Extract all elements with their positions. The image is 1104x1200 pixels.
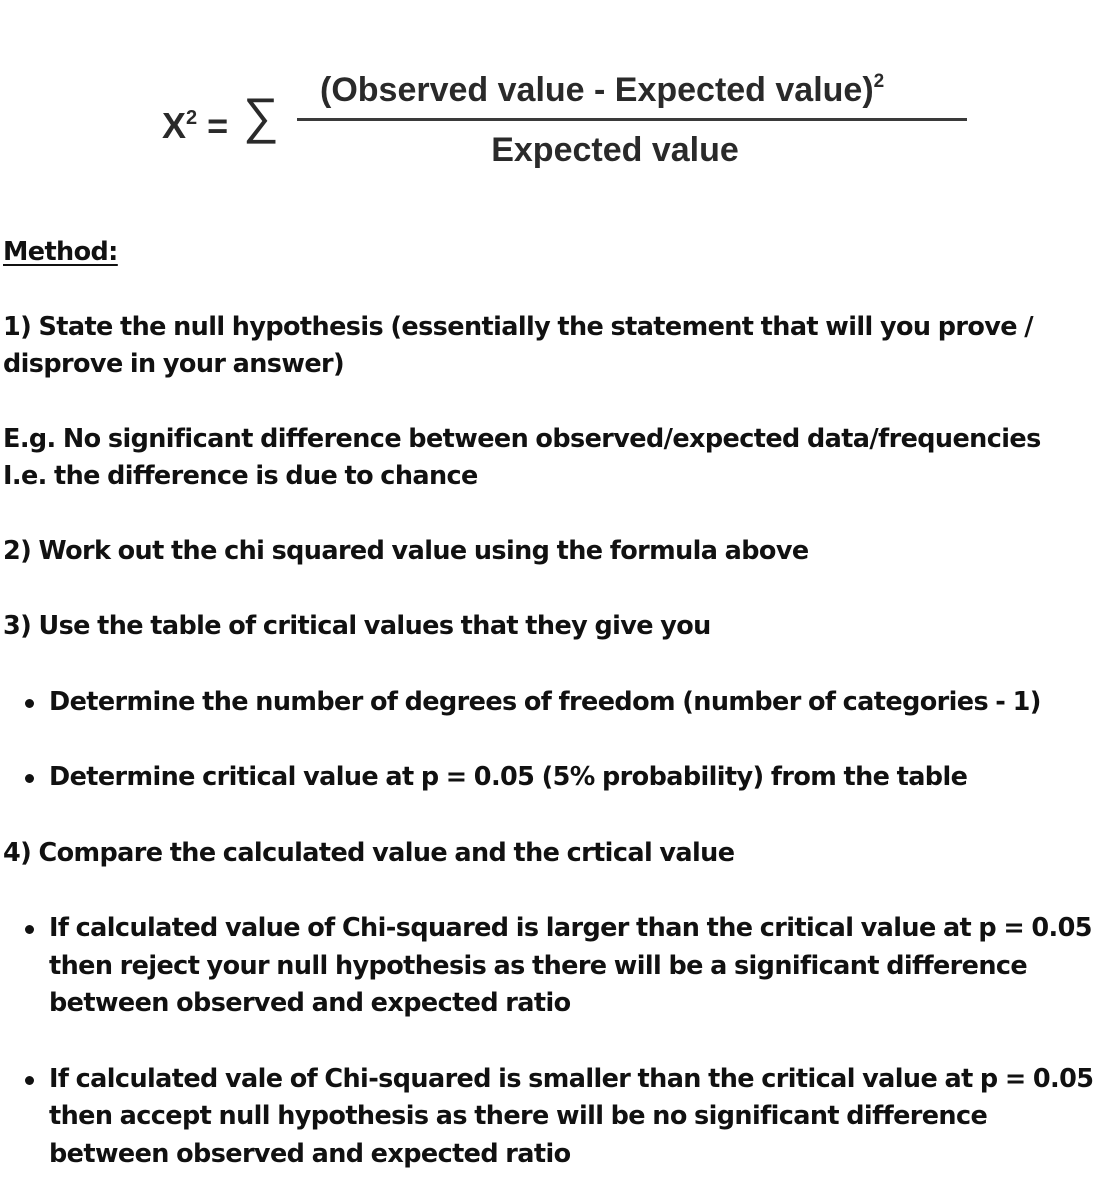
bullet-item (3, 759, 1098, 797)
example-line-1: E.g. No significant difference between observed/expected data/frequencies (3, 423, 1041, 454)
method-section (3, 234, 1098, 1173)
bullet-item (3, 910, 1098, 1023)
bullet-dot (25, 925, 34, 934)
bullet-dot (25, 699, 34, 708)
formula-equals: = (207, 105, 229, 146)
step-1: 1) State the null hypothesis (essentially the statement that will you prove / disprove in your answer) (3, 311, 1033, 379)
formula-lhs-symbol: X (162, 105, 187, 146)
formula-numerator (320, 60, 920, 112)
bullet-dot (25, 774, 34, 783)
bullet-text: Determine critical value at p = 0.05 (5% probability) from the table (49, 762, 968, 792)
step-3-bullets (3, 684, 1098, 797)
fraction-line (297, 118, 967, 121)
bullet-text: Determine the number of degrees of freedom (number of categories - 1) (49, 686, 1041, 717)
step-4: 4) Compare the calculated value and the crtical value (3, 837, 735, 868)
bullet-text: If calculated vale of Chi-squared is smaller than the critical value at p = 0.05 then accept null hypothesis as there will be no significant difference between observed and expected ratio (49, 1063, 1094, 1169)
formula-denominator: Expected value (491, 131, 739, 169)
bullet-item (3, 1061, 1098, 1174)
step-4-bullets (3, 910, 1098, 1173)
method-heading: Method: (3, 237, 118, 267)
bullet-item (3, 684, 1098, 722)
example-line-2: I.e. the difference is due to chance (3, 461, 478, 491)
chi-squared-formula (0, 0, 1104, 190)
summation-symbol: ∑ (243, 88, 279, 144)
step-2: 2) Work out the chi squared value using the formula above (3, 535, 809, 566)
formula-numerator-text: (Observed value - Expected value) (320, 71, 874, 109)
formula-numerator-exponent: 2 (873, 71, 885, 92)
bullet-dot (25, 1076, 34, 1085)
formula-lhs (162, 96, 228, 148)
bullet-text: If calculated value of Chi-squared is larger than the critical value at p = 0.05 then reject your null hypothesis as there will be a significant difference between observed and expected ratio (49, 913, 1092, 1018)
formula-lhs-exponent: 2 (186, 107, 198, 129)
step-3: 3) Use the table of critical values that they give you (3, 611, 711, 641)
